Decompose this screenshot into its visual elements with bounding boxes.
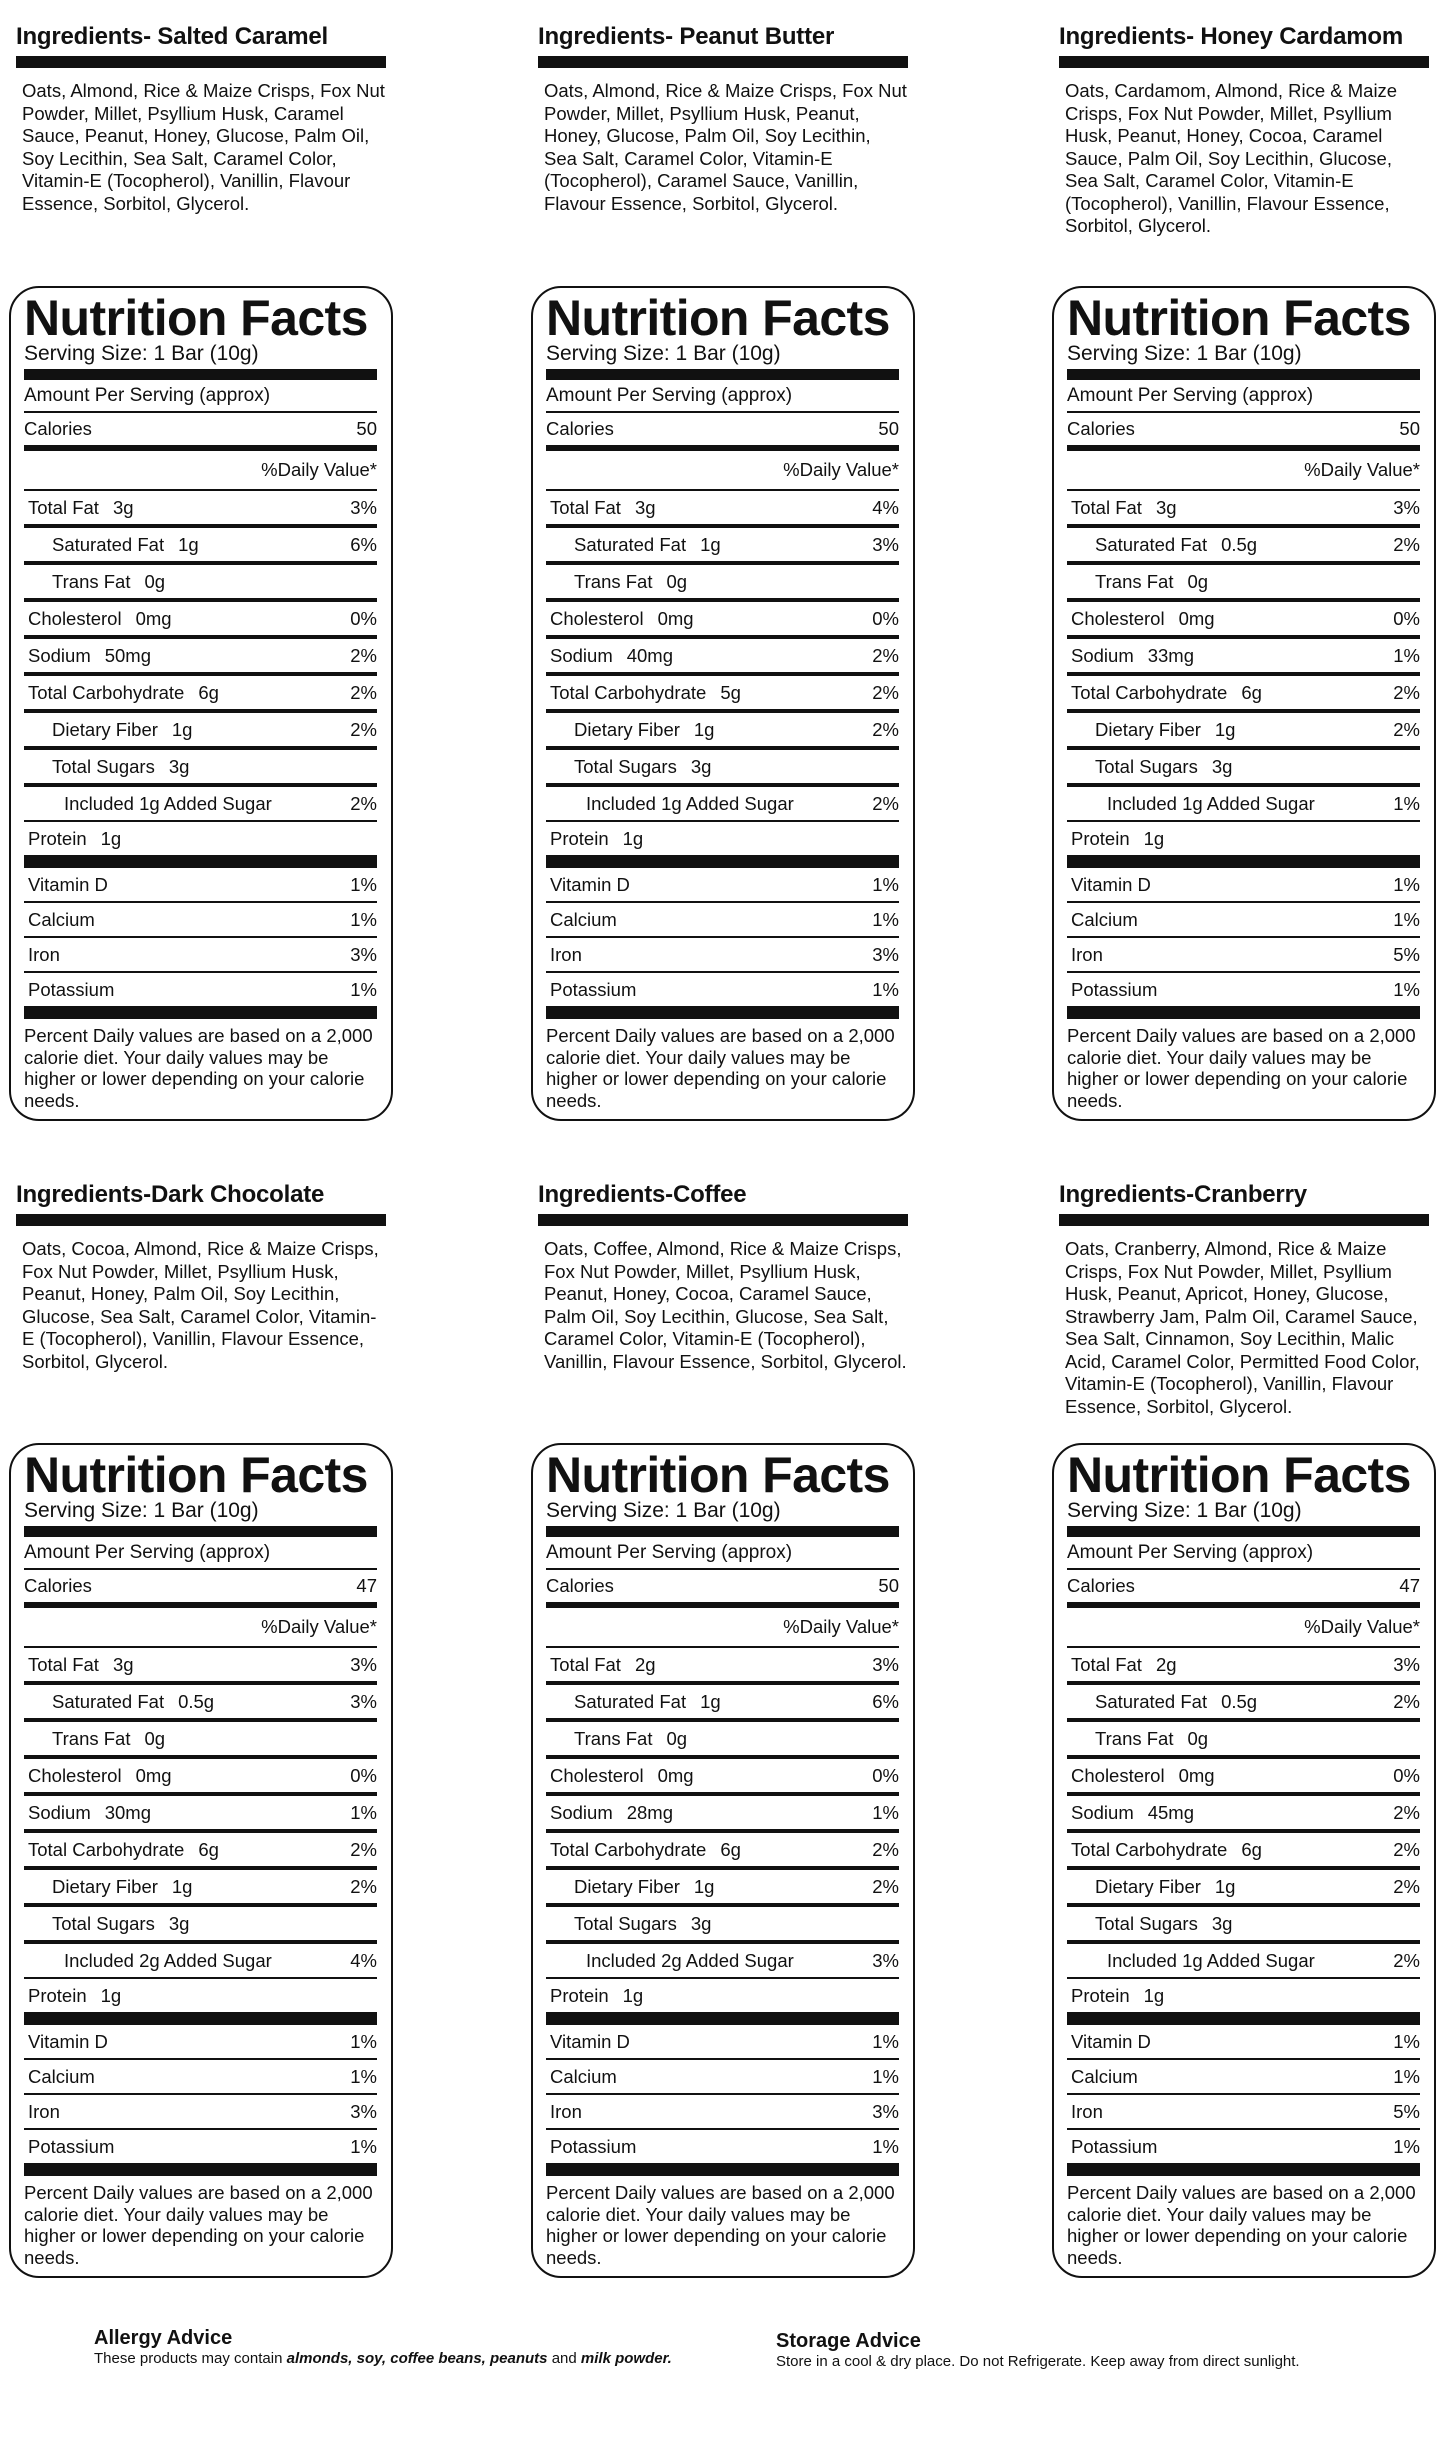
trans-fat-row: Trans Fat 0g bbox=[1067, 565, 1420, 602]
nutrition-facts-title: Nutrition Facts bbox=[1067, 1447, 1411, 1503]
protein-row: Protein 1g bbox=[1071, 828, 1165, 849]
serving-size: Serving Size: 1 Bar (10g) bbox=[546, 342, 781, 365]
protein-row: Protein 1g bbox=[1071, 1985, 1165, 2006]
iron-row: Iron 5% bbox=[1067, 938, 1420, 973]
serving-size: Serving Size: 1 Bar (10g) bbox=[1067, 342, 1302, 365]
amount-per-serving: Amount Per Serving (approx) bbox=[546, 385, 793, 406]
calories-label: Calories bbox=[24, 1575, 92, 1596]
storage-advice bbox=[776, 2329, 1336, 2371]
dietary-fiber-row: Dietary Fiber 1g 2% bbox=[546, 1870, 899, 1907]
sodium-row: Sodium 33mg 1% bbox=[1067, 639, 1420, 676]
ingredients-title: Ingredients- Salted Caramel bbox=[16, 23, 329, 50]
sodium-row: Sodium 40mg 2% bbox=[546, 639, 899, 676]
ingredients-divider bbox=[538, 56, 908, 68]
storage-advice-title: Storage Advice bbox=[776, 2330, 921, 2352]
calcium-row: Calcium 1% bbox=[546, 2060, 899, 2095]
total-carbohydrate-row: Total Carbohydrate 5g 2% bbox=[546, 676, 899, 713]
allergy-advice-title: Allergy Advice bbox=[94, 2327, 233, 2349]
total-carbohydrate-row: Total Carbohydrate 6g 2% bbox=[1067, 1833, 1420, 1870]
dietary-fiber-row: Dietary Fiber 1g 2% bbox=[546, 713, 899, 750]
total-fat-row: Total Fat 3g 3% bbox=[24, 1648, 377, 1685]
calories-row bbox=[24, 413, 377, 445]
ingredients-block bbox=[16, 22, 416, 215]
nutrition-facts-title: Nutrition Facts bbox=[546, 290, 890, 346]
ingredients-divider bbox=[16, 1214, 386, 1226]
nutrition-facts-label bbox=[1052, 286, 1436, 1121]
ingredients-title: Ingredients- Honey Cardamom bbox=[1059, 23, 1403, 50]
thick-divider bbox=[1067, 369, 1420, 380]
nutrition-facts-title: Nutrition Facts bbox=[1067, 290, 1411, 346]
calories-label: Calories bbox=[24, 418, 92, 439]
cholesterol-row: Cholesterol 0mg 0% bbox=[24, 1759, 377, 1796]
amount-per-serving: Amount Per Serving (approx) bbox=[1067, 1542, 1314, 1563]
amount-per-serving: Amount Per Serving (approx) bbox=[1067, 385, 1314, 406]
cholesterol-row: Cholesterol 0mg 0% bbox=[1067, 1759, 1420, 1796]
daily-value-footnote: Percent Daily values are based on a 2,000 calorie diet. Your daily values may be higher or lower depending on your calorie needs. bbox=[1067, 1025, 1416, 1111]
cholesterol-row: Cholesterol 0mg 0% bbox=[24, 602, 377, 639]
calories-row bbox=[546, 1570, 899, 1602]
thick-divider bbox=[546, 1526, 899, 1537]
ingredients-divider bbox=[1059, 1214, 1429, 1226]
daily-value-header: %Daily Value* bbox=[783, 1616, 899, 1637]
dietary-fiber-row: Dietary Fiber 1g 2% bbox=[1067, 1870, 1420, 1907]
total-fat-row: Total Fat 3g 4% bbox=[546, 491, 899, 528]
ingredients-divider bbox=[538, 1214, 908, 1226]
total-sugars-row: Total Sugars 3g bbox=[24, 750, 377, 787]
added-sugar-row: Included 1g Added Sugar 2% bbox=[64, 793, 377, 814]
thick-divider bbox=[1067, 855, 1420, 868]
iron-row: Iron 3% bbox=[546, 938, 899, 973]
daily-value-header: %Daily Value* bbox=[783, 459, 899, 480]
ingredients-list: Oats, Almond, Rice & Maize Crisps, Fox Nut Powder, Millet, Psyllium Husk, Peanut, Honey, Glucose, Palm Oil, Soy Lecithin, Sea Salt, Caramel Color, Vitamin-E (Tocopherol), Caramel Sauce, Vanillin, Flavour Essence, Sorbitol, Glycerol. bbox=[544, 80, 907, 214]
ingredients-list: Oats, Cranberry, Almond, Rice & Maize Crisps, Fox Nut Powder, Millet, Psyllium Husk, Peanut, Apricot, Honey, Glucose, Strawberry Jam, Palm Oil, Caramel Sauce, Sea Salt, Cinnamon, Soy Lecithin, Malic Acid, Caramel Color, Permitted Food Color, Vitamin-E (Tocopherol), Vanillin, Flavour Essence, Sorbitol, Glycerol. bbox=[1065, 1238, 1420, 1417]
total-fat-row: Total Fat 2g 3% bbox=[546, 1648, 899, 1685]
protein-row: Protein 1g bbox=[28, 828, 122, 849]
iron-row: Iron 3% bbox=[546, 2095, 899, 2130]
total-sugars-row: Total Sugars 3g bbox=[546, 1907, 899, 1944]
sodium-row: Sodium 50mg 2% bbox=[24, 639, 377, 676]
potassium-row: Potassium 1% bbox=[28, 2136, 377, 2157]
amount-per-serving: Amount Per Serving (approx) bbox=[24, 1542, 271, 1563]
potassium-row: Potassium 1% bbox=[550, 2136, 899, 2157]
ingredients-block bbox=[1059, 22, 1445, 238]
ingredients-title: Ingredients-Cranberry bbox=[1059, 1181, 1307, 1208]
potassium-row: Potassium 1% bbox=[1071, 2136, 1420, 2157]
protein-row: Protein 1g bbox=[550, 1985, 644, 2006]
thick-divider bbox=[546, 2012, 899, 2025]
calcium-row: Calcium 1% bbox=[1067, 2060, 1420, 2095]
thick-divider bbox=[24, 855, 377, 868]
thick-divider bbox=[24, 2163, 377, 2176]
ingredients-title: Ingredients-Dark Chocolate bbox=[16, 1181, 325, 1208]
protein-row: Protein 1g bbox=[28, 1985, 122, 2006]
potassium-row: Potassium 1% bbox=[28, 979, 377, 1000]
daily-value-header: %Daily Value* bbox=[261, 459, 377, 480]
vitamin-d-row: Vitamin D 1% bbox=[24, 2025, 377, 2060]
calcium-row: Calcium 1% bbox=[1067, 903, 1420, 938]
thick-divider bbox=[24, 369, 377, 380]
allergy-advice bbox=[94, 2326, 694, 2368]
saturated-fat-row: Saturated Fat 0.5g 2% bbox=[1067, 528, 1420, 565]
dietary-fiber-row: Dietary Fiber 1g 2% bbox=[24, 713, 377, 750]
cholesterol-row: Cholesterol 0mg 0% bbox=[546, 1759, 899, 1796]
sodium-row: Sodium 30mg 1% bbox=[24, 1796, 377, 1833]
serving-size: Serving Size: 1 Bar (10g) bbox=[24, 342, 259, 365]
total-fat-row: Total Fat 2g 3% bbox=[1067, 1648, 1420, 1685]
serving-size: Serving Size: 1 Bar (10g) bbox=[546, 1499, 781, 1522]
potassium-row: Potassium 1% bbox=[550, 979, 899, 1000]
calories-value: 50 bbox=[1399, 418, 1420, 439]
serving-size: Serving Size: 1 Bar (10g) bbox=[24, 1499, 259, 1522]
nutrition-facts-title: Nutrition Facts bbox=[24, 290, 368, 346]
added-sugar-row: Included 1g Added Sugar 2% bbox=[586, 793, 899, 814]
vitamin-d-row: Vitamin D 1% bbox=[546, 2025, 899, 2060]
trans-fat-row: Trans Fat 0g bbox=[1067, 1722, 1420, 1759]
calories-row bbox=[1067, 1570, 1420, 1602]
calories-value: 47 bbox=[356, 1575, 377, 1596]
added-sugar-row: Included 2g Added Sugar 4% bbox=[64, 1950, 377, 1971]
total-carbohydrate-row: Total Carbohydrate 6g 2% bbox=[24, 1833, 377, 1870]
calories-label: Calories bbox=[546, 418, 614, 439]
total-fat-row: Total Fat 3g 3% bbox=[24, 491, 377, 528]
ingredients-block bbox=[538, 22, 938, 215]
calories-row bbox=[546, 413, 899, 445]
daily-value-header: %Daily Value* bbox=[1304, 1616, 1420, 1637]
daily-value-footnote: Percent Daily values are based on a 2,000 calorie diet. Your daily values may be higher or lower depending on your calorie needs. bbox=[24, 1025, 373, 1111]
nutrition-facts-title: Nutrition Facts bbox=[24, 1447, 368, 1503]
vitamin-d-row: Vitamin D 1% bbox=[24, 868, 377, 903]
vitamin-d-row: Vitamin D 1% bbox=[1067, 868, 1420, 903]
calories-value: 47 bbox=[1399, 1575, 1420, 1596]
iron-row: Iron 3% bbox=[24, 938, 377, 973]
cholesterol-row: Cholesterol 0mg 0% bbox=[546, 602, 899, 639]
ingredients-list: Oats, Coffee, Almond, Rice & Maize Crisps, Fox Nut Powder, Millet, Psyllium Husk, Peanut, Honey, Cocoa, Caramel Sauce, Palm Oil, Soy Lecithin, Glucose, Sea Salt, Caramel Color, Vitamin-E (Tocopherol), Vanillin, Flavour Essence, Sorbitol, Glycerol. bbox=[544, 1238, 907, 1372]
daily-value-footnote: Percent Daily values are based on a 2,000 calorie diet. Your daily values may be higher or lower depending on your calorie needs. bbox=[1067, 2182, 1416, 2268]
thick-divider bbox=[1067, 2012, 1420, 2025]
nutrition-facts-label bbox=[9, 1443, 393, 2278]
calories-row bbox=[1067, 413, 1420, 445]
vitamin-d-row: Vitamin D 1% bbox=[546, 868, 899, 903]
sodium-row: Sodium 28mg 1% bbox=[546, 1796, 899, 1833]
calories-value: 50 bbox=[878, 1575, 899, 1596]
amount-per-serving: Amount Per Serving (approx) bbox=[24, 385, 271, 406]
total-carbohydrate-row: Total Carbohydrate 6g 2% bbox=[546, 1833, 899, 1870]
thick-divider bbox=[1067, 2163, 1420, 2176]
protein-row: Protein 1g bbox=[550, 828, 644, 849]
thick-divider bbox=[546, 1006, 899, 1019]
thick-divider bbox=[1067, 1006, 1420, 1019]
amount-per-serving: Amount Per Serving (approx) bbox=[546, 1542, 793, 1563]
nutrition-facts-label bbox=[531, 286, 915, 1121]
daily-value-header: %Daily Value* bbox=[261, 1616, 377, 1637]
vitamin-d-row: Vitamin D 1% bbox=[1067, 2025, 1420, 2060]
calories-value: 50 bbox=[356, 418, 377, 439]
calories-value: 50 bbox=[878, 418, 899, 439]
thick-divider bbox=[24, 2012, 377, 2025]
daily-value-header: %Daily Value* bbox=[1304, 459, 1420, 480]
total-sugars-row: Total Sugars 3g bbox=[1067, 1907, 1420, 1944]
thick-divider bbox=[24, 1006, 377, 1019]
nutrition-facts-label bbox=[531, 1443, 915, 2278]
iron-row: Iron 3% bbox=[24, 2095, 377, 2130]
dietary-fiber-row: Dietary Fiber 1g 2% bbox=[24, 1870, 377, 1907]
ingredients-block bbox=[16, 1180, 416, 1373]
calcium-row: Calcium 1% bbox=[546, 903, 899, 938]
thick-divider bbox=[546, 369, 899, 380]
total-sugars-row: Total Sugars 3g bbox=[1067, 750, 1420, 787]
thick-divider bbox=[24, 1526, 377, 1537]
ingredients-title: Ingredients-Coffee bbox=[538, 1181, 747, 1208]
serving-size: Serving Size: 1 Bar (10g) bbox=[1067, 1499, 1302, 1522]
ingredients-divider bbox=[1059, 56, 1429, 68]
thick-divider bbox=[546, 855, 899, 868]
ingredients-block bbox=[538, 1180, 938, 1373]
saturated-fat-row: Saturated Fat 1g 6% bbox=[546, 1685, 899, 1722]
daily-value-footnote: Percent Daily values are based on a 2,000 calorie diet. Your daily values may be higher or lower depending on your calorie needs. bbox=[546, 1025, 895, 1111]
nutrition-facts-label bbox=[1052, 1443, 1436, 2278]
trans-fat-row: Trans Fat 0g bbox=[546, 1722, 899, 1759]
calories-label: Calories bbox=[1067, 418, 1135, 439]
thick-divider bbox=[546, 2163, 899, 2176]
storage-advice-text: Store in a cool & dry place. Do not Refrigerate. Keep away from direct sunlight. bbox=[776, 2353, 1300, 2370]
daily-value-footnote: Percent Daily values are based on a 2,000 calorie diet. Your daily values may be higher or lower depending on your calorie needs. bbox=[546, 2182, 895, 2268]
added-sugar-row: Included 2g Added Sugar 3% bbox=[586, 1950, 899, 1971]
ingredients-list: Oats, Cardamom, Almond, Rice & Maize Crisps, Fox Nut Powder, Millet, Psyllium Husk, Peanut, Honey, Cocoa, Caramel Sauce, Palm Oil, Soy Lecithin, Glucose, Sea Salt, Caramel Color, Vitamin-E (Tocopherol), Vanillin, Flavour Essence, Sorbitol, Glycerol. bbox=[1065, 80, 1398, 236]
ingredients-list: Oats, Cocoa, Almond, Rice & Maize Crisps, Fox Nut Powder, Millet, Psyllium Husk, Peanut, Honey, Palm Oil, Soy Lecithin, Glucose, Sea Salt, Caramel Color, Vitamin-E (Tocopherol), Vanillin, Flavour Essence, Sorbitol, Glycerol. bbox=[22, 1238, 379, 1372]
total-fat-row: Total Fat 3g 3% bbox=[1067, 491, 1420, 528]
total-sugars-row: Total Sugars 3g bbox=[546, 750, 899, 787]
ingredients-title: Ingredients- Peanut Butter bbox=[538, 23, 835, 50]
allergy-advice-text: These products may contain almonds, soy, coffee beans, peanuts and milk powder. bbox=[94, 2350, 672, 2367]
iron-row: Iron 5% bbox=[1067, 2095, 1420, 2130]
added-sugar-row: Included 1g Added Sugar 2% bbox=[1107, 1950, 1420, 1971]
saturated-fat-row: Saturated Fat 1g 3% bbox=[546, 528, 899, 565]
trans-fat-row: Trans Fat 0g bbox=[546, 565, 899, 602]
total-sugars-row: Total Sugars 3g bbox=[24, 1907, 377, 1944]
sodium-row: Sodium 45mg 2% bbox=[1067, 1796, 1420, 1833]
ingredients-block bbox=[1059, 1180, 1445, 1418]
thick-divider bbox=[1067, 1526, 1420, 1537]
trans-fat-row: Trans Fat 0g bbox=[24, 1722, 377, 1759]
cholesterol-row: Cholesterol 0mg 0% bbox=[1067, 602, 1420, 639]
calories-label: Calories bbox=[1067, 1575, 1135, 1596]
calories-label: Calories bbox=[546, 1575, 614, 1596]
total-carbohydrate-row: Total Carbohydrate 6g 2% bbox=[1067, 676, 1420, 713]
calories-row bbox=[24, 1570, 377, 1602]
nutrition-facts-title: Nutrition Facts bbox=[546, 1447, 890, 1503]
potassium-row: Potassium 1% bbox=[1071, 979, 1420, 1000]
calcium-row: Calcium 1% bbox=[24, 903, 377, 938]
total-carbohydrate-row: Total Carbohydrate 6g 2% bbox=[24, 676, 377, 713]
saturated-fat-row: Saturated Fat 1g 6% bbox=[24, 528, 377, 565]
daily-value-footnote: Percent Daily values are based on a 2,000 calorie diet. Your daily values may be higher or lower depending on your calorie needs. bbox=[24, 2182, 373, 2268]
trans-fat-row: Trans Fat 0g bbox=[24, 565, 377, 602]
nutrition-facts-label bbox=[9, 286, 393, 1121]
added-sugar-row: Included 1g Added Sugar 1% bbox=[1107, 793, 1420, 814]
ingredients-divider bbox=[16, 56, 386, 68]
saturated-fat-row: Saturated Fat 0.5g 3% bbox=[24, 1685, 377, 1722]
calcium-row: Calcium 1% bbox=[24, 2060, 377, 2095]
saturated-fat-row: Saturated Fat 0.5g 2% bbox=[1067, 1685, 1420, 1722]
ingredients-list: Oats, Almond, Rice & Maize Crisps, Fox Nut Powder, Millet, Psyllium Husk, Caramel Sauce, Peanut, Honey, Glucose, Palm Oil, Soy Lecithin, Sea Salt, Caramel Color, Vitamin-E (Tocopherol), Vanillin, Flavour Essence, Sorbitol, Glycerol. bbox=[22, 80, 385, 214]
dietary-fiber-row: Dietary Fiber 1g 2% bbox=[1067, 713, 1420, 750]
